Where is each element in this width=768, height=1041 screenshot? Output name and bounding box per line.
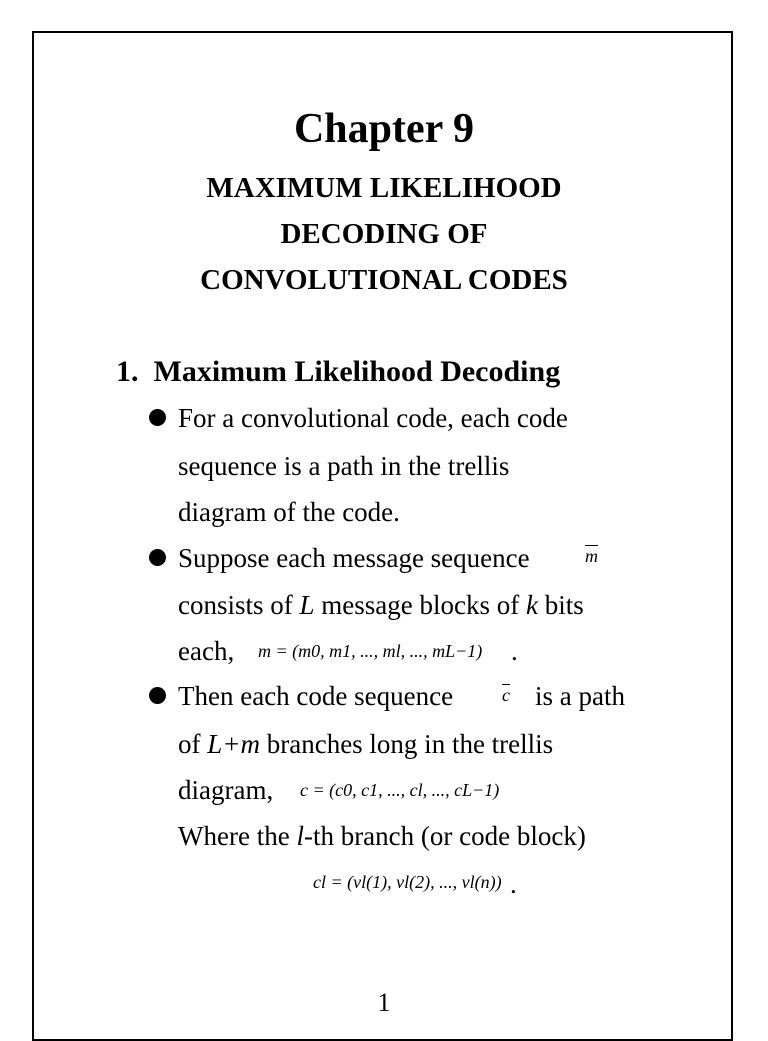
bullet-2-line-2: consists of L message blocks of k bits xyxy=(178,590,584,620)
page-number: 1 xyxy=(377,988,391,1017)
chapter-subtitle-line-2: DECODING OF xyxy=(280,218,488,250)
message-sequence-symbol: $\overline{m}$ xyxy=(585,546,598,566)
bullet-1-line-1: For a convolutional code, each code xyxy=(178,403,568,433)
bullet-3-line-1: Then each code sequence xyxy=(178,681,454,711)
bullet-3-line-4: Where the l-th branch (or code block) xyxy=(178,821,586,851)
bullet-3-line-1-end: is a path xyxy=(535,681,625,711)
code-sequence-symbol: $\overline{c}$ xyxy=(502,685,510,705)
bullet-3-line-2: of L+m branches long in the trellis xyxy=(178,729,554,759)
chapter-subtitle-line-3: CONVOLUTIONAL CODES xyxy=(200,264,568,296)
bullet-1-dot xyxy=(149,409,166,426)
bullet-1-line-2: sequence is a path in the trellis xyxy=(178,451,510,481)
bullet-2-line-3: each, xyxy=(178,636,235,666)
section-heading xyxy=(116,352,560,392)
bullet-1-line-3: diagram of the code. xyxy=(178,497,400,527)
code-block-equation: cl = (vl(1), vl(2), ..., vl(n)) xyxy=(313,872,502,892)
bullet-2-line-1: Suppose each message sequence xyxy=(178,543,530,573)
bullet-3-line-3: diagram, xyxy=(178,775,274,805)
bullet-3-dot xyxy=(149,687,166,704)
code-sequence-equation: c = (c0, c1, ..., cl, ..., cL−1) xyxy=(300,780,500,800)
bullet-3-period: . xyxy=(510,869,517,899)
section-title: Maximum Likelihood Decoding xyxy=(153,355,561,388)
chapter-title: Chapter 9 xyxy=(293,106,475,152)
bullet-2-dot xyxy=(149,549,166,566)
chapter-subtitle-line-1: MAXIMUM LIKELIHOOD xyxy=(206,172,562,204)
bullet-2-period: . xyxy=(511,636,518,666)
message-sequence-equation: m = (m0, m1, ..., ml, ..., mL−1) xyxy=(258,641,483,661)
section-number: 1. xyxy=(116,355,139,388)
